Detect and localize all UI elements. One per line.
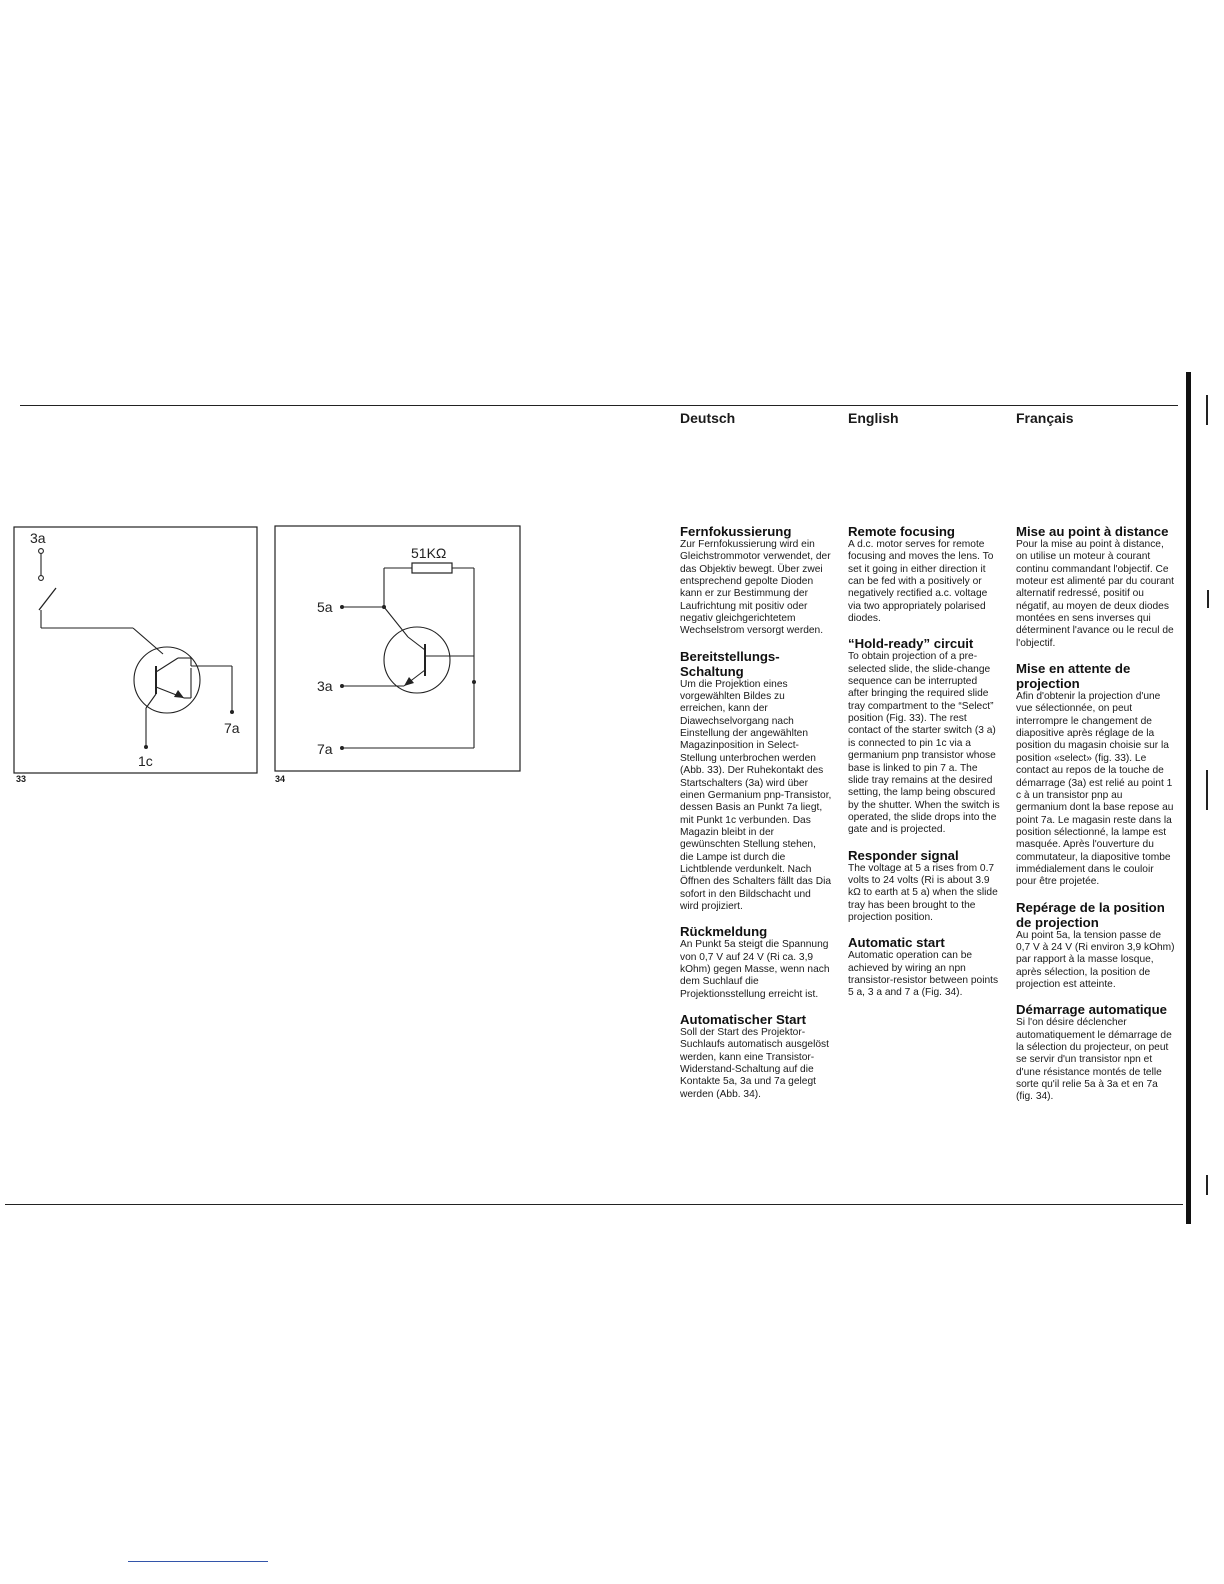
edge-mark xyxy=(1206,770,1208,810)
fig34-label-5a: 5a xyxy=(317,599,333,615)
section-body: Si l'on désire déclencher automatiquement le démarrage de la sélection du projecteur, on peut se servir d'un transistor npn et d'une résistance montés de telle sorte qu'il relie 5a à 3a et en 7a (fig. 34). xyxy=(1016,1017,1172,1103)
section-heading: Fernfokussierung xyxy=(680,524,792,539)
fig33-label-7a: 7a xyxy=(224,720,240,736)
figure-34-diagram xyxy=(274,525,522,778)
section-body: Afin d'obtenir la projection d'une vue sélectionnée, on peut interrompre le changement de diapositive après réglage de la position du magasin choisie sur la position «select» (fig. 33). Le contact au repos de la touche de démarrage (3a) est relié au point 1 c à un transistor pnp au germanium dont la base repose au point 7a. Le magasin reste dans la position sélectionné, la lampe est masquée. Après l'ouverture du commutateur, la diapositive tombe immédialement dans le couloir pour être projetée. xyxy=(1016,691,1174,888)
edge-mark xyxy=(1207,590,1209,608)
binding-edge-bar xyxy=(1186,372,1191,1224)
section-heading: Démarrage automatique xyxy=(1016,1002,1167,1018)
section-body: Automatic operation can be achieved by wiring an npn transistor-resistor between points 5 a, 3 a and 7 a (Fig. 34). xyxy=(848,950,999,999)
section-body: To obtain projection of a pre-selected slide, the slide-change sequence can be interrupted after bringing the required slide tray compartment to the “Select” position (Fig. 33). The rest contact of the starter switch (3 a) is connected to pin 1c via a germanium pnp transistor whose base is linked to pin 7 a. The slide tray remains at the desired setting, the lamp being obscured by the shutter. When the switch is operated, the slide drops into the gate and is projected. xyxy=(848,651,1000,836)
lang-header-francais: Français xyxy=(1016,410,1074,426)
section-heading: Bereitstellungs-Schaltung xyxy=(680,648,780,679)
lang-header-english: English xyxy=(848,410,899,426)
section-heading: Responder signal xyxy=(848,847,959,863)
column-english xyxy=(848,524,1000,1011)
edge-mark xyxy=(1206,395,1208,425)
edge-mark xyxy=(1206,1175,1208,1195)
lang-header-deutsch: Deutsch xyxy=(680,410,736,426)
fig34-label-7a: 7a xyxy=(317,741,333,757)
fig34-label-resistor: 51KΩ xyxy=(411,545,447,561)
section-body: Au point 5a, la tension passe de 0,7 V à 24 V (Ri environ 3,9 kOhm) par rapport à la masse losque, après sélection, la position de projection est atteinte. xyxy=(1016,929,1175,990)
fig33-label-1c: 1c xyxy=(138,753,153,769)
column-francais xyxy=(1016,524,1176,1115)
figure-34-number: 34 xyxy=(275,774,286,784)
section-heading: Remote focusing xyxy=(848,524,955,539)
header-rule xyxy=(20,405,1178,406)
section-body: Zur Fernfokussierung wird ein Gleichstrommotor verwendet, der das Objektiv bewegt. Über zwei entsprechend gepolte Dioden kann er zur Bestimmung der Laufrichtung mit positiv oder negativ gleichgerichtetem Wechselstrom versorgt werden. xyxy=(680,539,831,637)
section-body: A d.c. motor serves for remote focusing and moves the lens. To set it going in either direction it can be fed with a positively or negatively rectified a.c. voltage via two appropriately polarised diodes. xyxy=(848,539,994,625)
fig33-label-3a: 3a xyxy=(30,530,46,546)
section-heading: Automatischer Start xyxy=(680,1012,807,1027)
section-body: Pour la mise au point à distance, on utilise un moteur à courant continu commandant l'objectif. Ce moteur est alimenté par du courant alternatif redressé, positif ou négatif, au moyen de deux diodes montées en sens inverses qui déterminent l'avance ou le recul de l'objectif. xyxy=(1016,539,1174,649)
section-heading: Mise au point à distance xyxy=(1016,524,1169,539)
column-deutsch xyxy=(680,524,832,1112)
figure-33-number: 33 xyxy=(16,774,27,784)
section-body: The voltage at 5 a rises from 0.7 volts to 24 volts (Ri is about 3.9 kΩ to earth at 5 a) when the slide tray has been brought to the projection position. xyxy=(848,862,998,923)
section-heading: “Hold-ready” circuit xyxy=(848,636,974,652)
section-heading: Repérage de la position de projection xyxy=(1016,899,1165,930)
section-heading: Mise en attente de projection xyxy=(1016,661,1131,692)
section-heading: Rückmeldung xyxy=(680,924,768,940)
section-body: Um die Projektion eines vorgewählten Bildes zu erreichen, kann der Diawechselvorgang nach Einstellung der angewählten Magazinposition in Select-Stellung unterbrochen werden (Abb. 33). Der Ruhekontakt des Startschalters (3a) wird über einen Germanium pnp-Transistor, dessen Basis an Punkt 7a liegt, mit Punkt 1c verbunden. Das Magazin bleibt in der gewünschten Stellung stehen, die Lampe ist durch die Lichtblende verdunkelt. Nach Öffnen des Schalters fällt das Dia sofort in den Bildschacht und wird projiziert. xyxy=(680,678,832,912)
figure-33-diagram xyxy=(13,526,259,781)
fig34-label-3a: 3a xyxy=(317,678,333,694)
section-body: An Punkt 5a steigt die Spannung von 0,7 V auf 24 V (Ri ca. 3,9 kOhm) gegen Masse, wenn nach dem Suchlauf die Projektionsstellung erreicht ist. xyxy=(680,939,830,1000)
section-heading: Automatic start xyxy=(848,935,945,951)
section-body: Soll der Start des Projektor-Suchlaufs automatisch ausgelöst werden, kann eine Transistor-Widerstand-Schaltung auf die Kontakte 5a, 3a und 7a gelegt werden (Abb. 34). xyxy=(680,1027,829,1100)
bottom-underline xyxy=(128,1561,268,1562)
footer-rule xyxy=(5,1204,1183,1205)
